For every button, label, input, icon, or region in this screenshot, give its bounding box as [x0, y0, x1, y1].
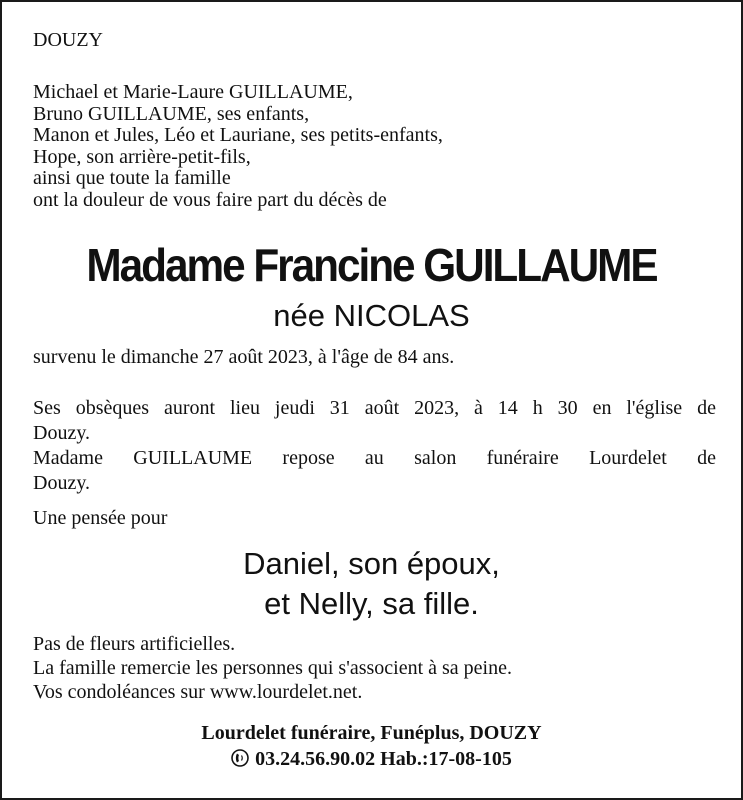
contact-line	[2, 746, 741, 772]
funeral-info	[33, 398, 716, 498]
memory-line: Daniel, son époux,	[243, 546, 500, 581]
closing-line: Vos condoléances sur www.lourdelet.net.	[33, 681, 363, 703]
location-header: DOUZY	[33, 29, 103, 51]
funeral-line: Douzy.	[33, 422, 91, 444]
family-line: Bruno GUILLAUME, ses enfants,	[33, 102, 310, 125]
death-info: survenu le dimanche 27 août 2023, à l'âge de 84 ans.	[33, 346, 455, 368]
funeral-home-footer	[2, 720, 741, 772]
funeral-line: Douzy.	[33, 472, 91, 494]
funeral-line: Madame GUILLAUME repose au salon funéraire Lourdelet de	[33, 447, 716, 469]
maiden-name: née NICOLAS	[273, 298, 470, 333]
deceased-name: Madame Francine GUILLAUME	[86, 239, 657, 291]
closing-notes	[33, 634, 512, 706]
contact-text: 03.24.56.90.02 Hab.:17-08-105	[255, 748, 512, 770]
family-line: Manon et Jules, Léo et Lauriane, ses petits-enfants,	[33, 124, 443, 147]
closing-line: Pas de fleurs artificielles.	[33, 633, 236, 655]
family-announcement	[33, 82, 443, 212]
phone-icon	[231, 748, 249, 766]
memory-block	[2, 544, 741, 624]
family-line: Michael et Marie-Laure GUILLAUME,	[33, 81, 353, 103]
family-line: ainsi que toute la famille	[33, 167, 231, 190]
funeral-home-name: Lourdelet funéraire, Funéplus, DOUZY	[201, 722, 542, 744]
closing-line: La famille remercie les personnes qui s'associent à sa peine.	[33, 657, 512, 679]
family-line: ont la douleur de vous faire part du décès de	[33, 188, 387, 211]
funeral-line: Ses obsèques auront lieu jeudi 31 août 2023, à 14 h 30 en l'église de	[33, 397, 716, 419]
memory-line: et Nelly, sa fille.	[264, 586, 479, 621]
family-line: Hope, son arrière-petit-fils,	[33, 145, 251, 168]
thought-intro: Une pensée pour	[33, 507, 168, 529]
